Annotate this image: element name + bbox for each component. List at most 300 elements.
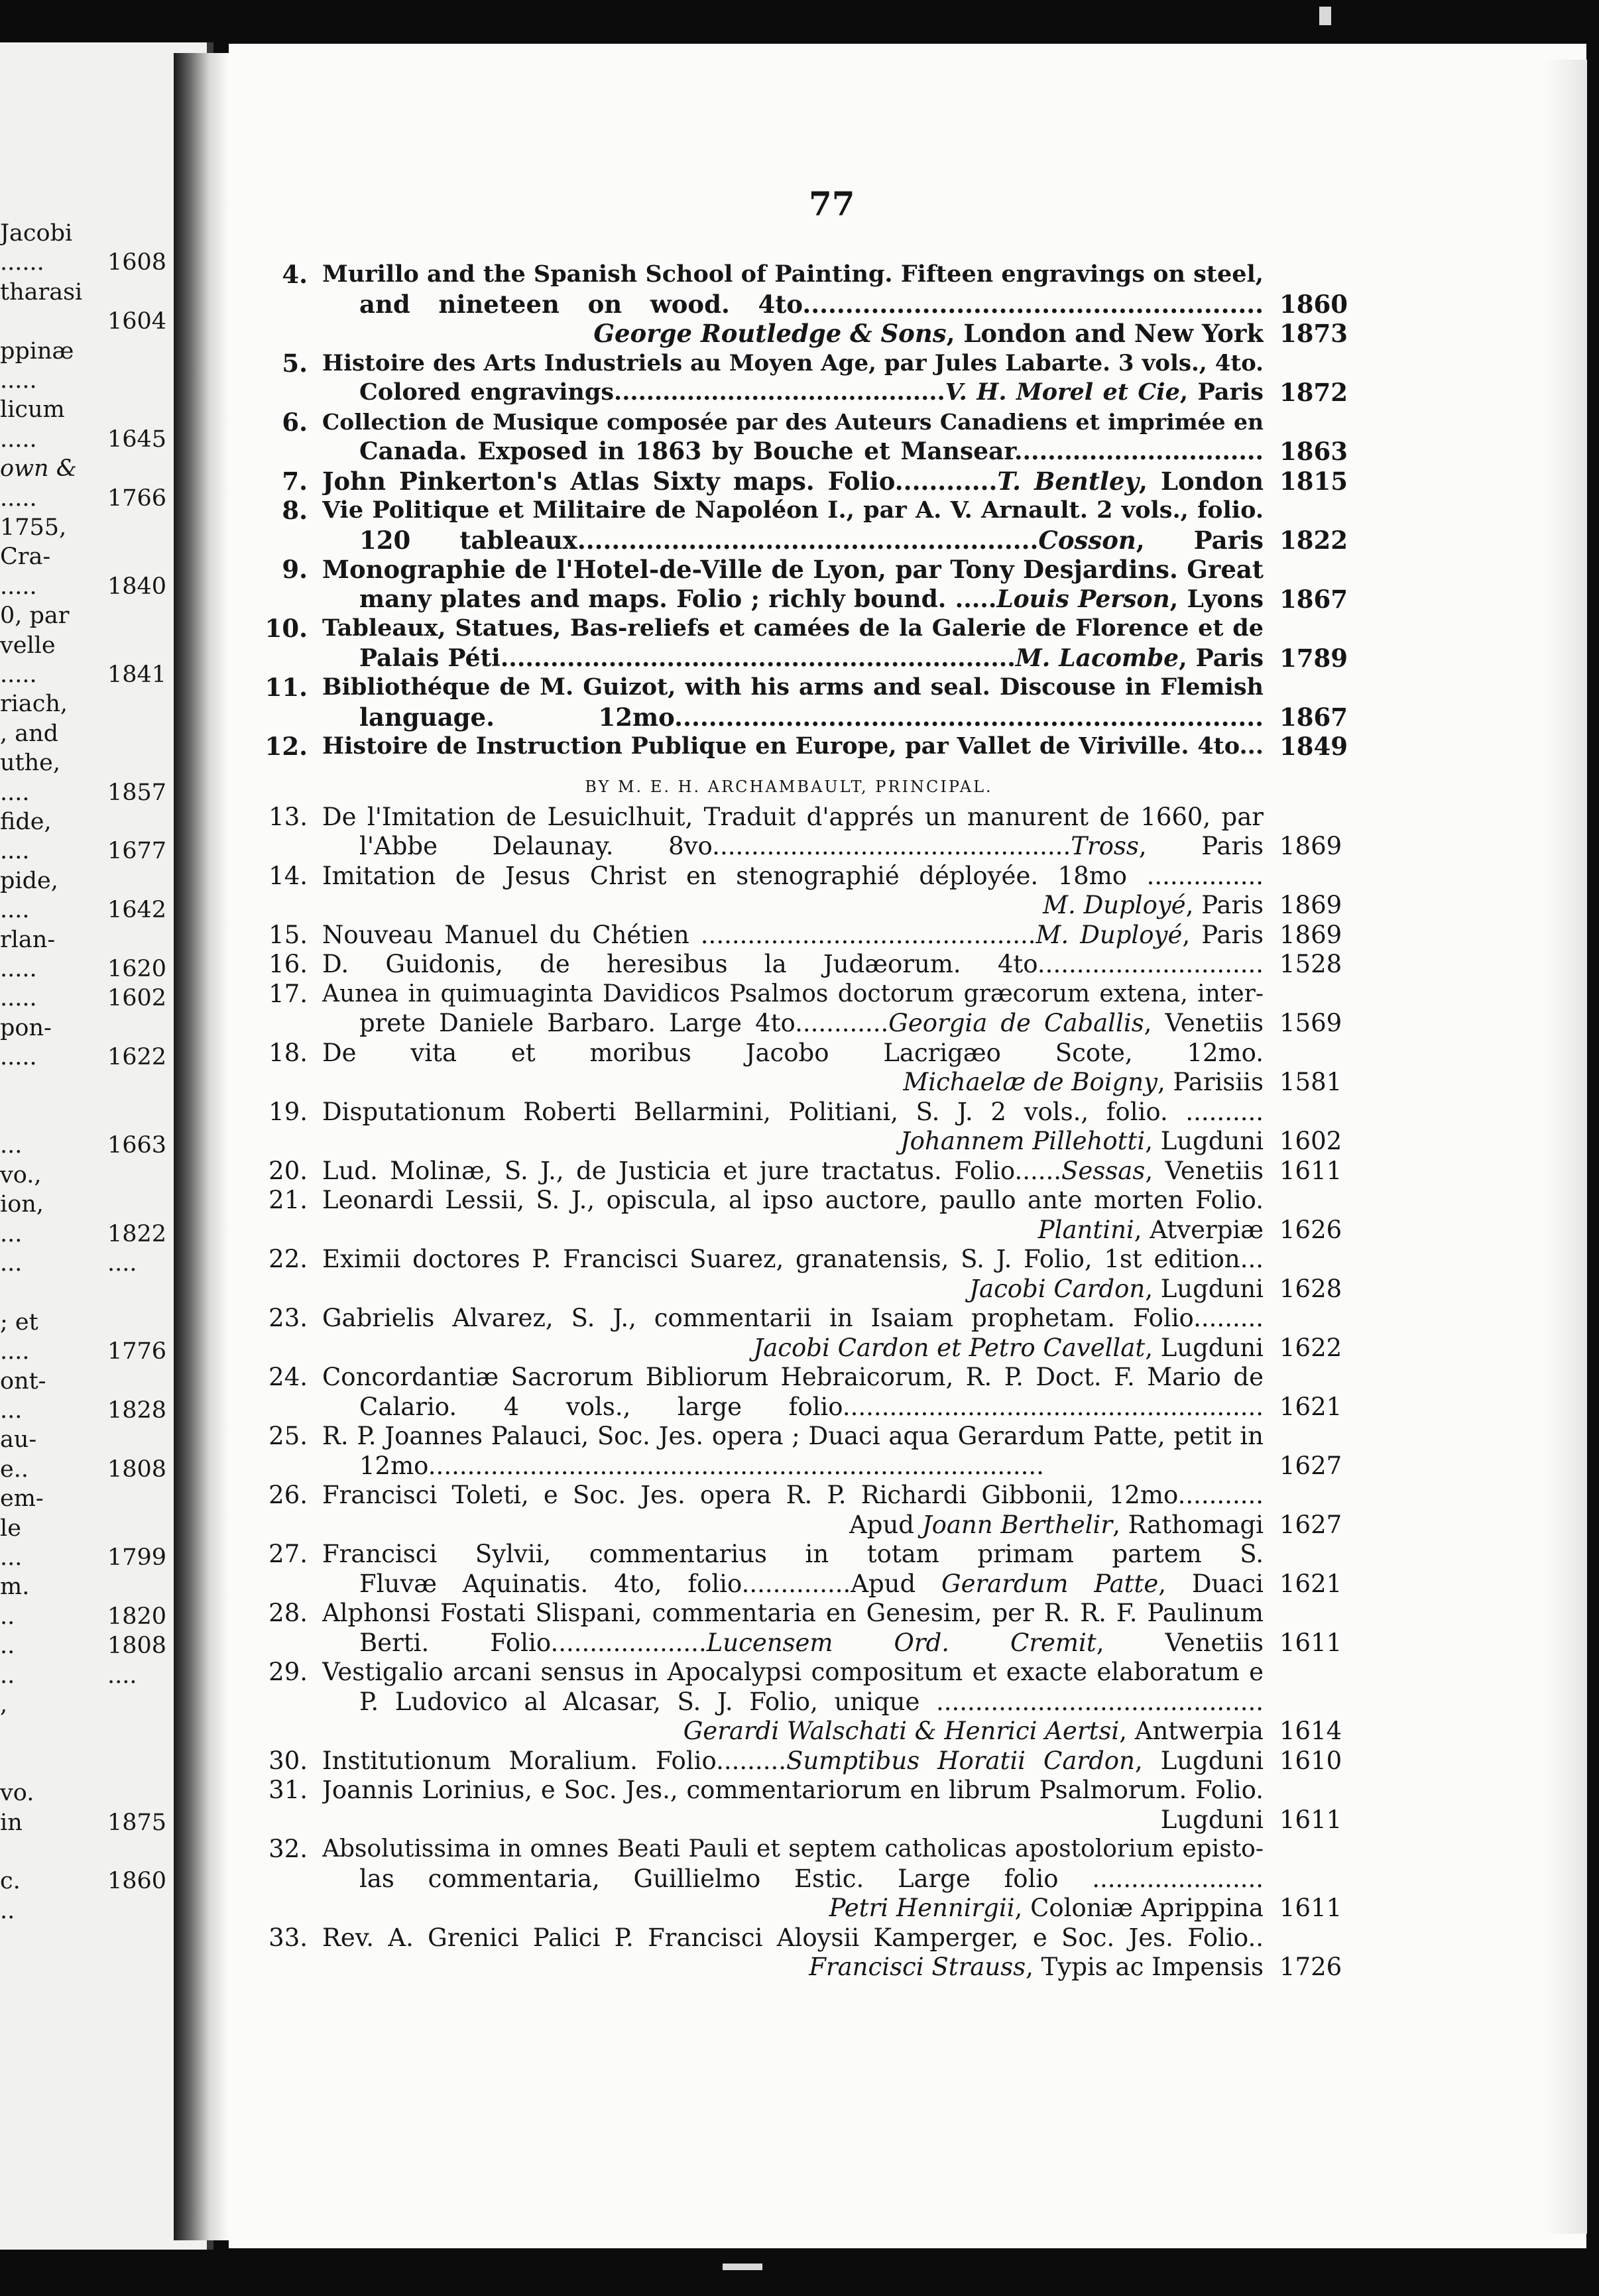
facing-page-line <box>0 542 195 571</box>
entry-text <box>322 260 1264 289</box>
publisher-place: , Paris <box>1136 525 1264 555</box>
facing-page-line <box>0 1425 195 1454</box>
entry-title-text: John Pinkerton's Atlas Sixty maps. Folio............ <box>322 466 998 496</box>
catalog-entry <box>259 1422 1342 1481</box>
entry-title-text: Alphonsi Fostati Slispani, commentaria en Genesim, per R. R. F. Paulinum <box>322 1599 1264 1627</box>
entry-line <box>259 832 1342 861</box>
entry-line <box>259 1894 1342 1923</box>
facing-page-year: 1620 <box>107 956 167 982</box>
facing-page-year: 1840 <box>107 573 167 600</box>
publisher-name: Gerardum Patte <box>941 1569 1159 1598</box>
entry-line <box>259 319 1348 348</box>
publisher-place: , Lyons <box>1169 585 1264 613</box>
entry-text <box>322 1835 1264 1864</box>
entry-title-text: Calario. 4 vols., large folio...................................................... <box>359 1392 1264 1421</box>
facing-page-line <box>0 1278 195 1307</box>
entry-line <box>259 702 1348 732</box>
entry-title-text: Rev. A. Grenici Palici P. Francisci Aloysii Kamperger, e Soc. Jes. Folio.. <box>322 1923 1264 1952</box>
catalog-entry <box>259 673 1348 732</box>
publisher-place: , Venetiis <box>1145 1156 1264 1185</box>
facing-page-year: 1604 <box>107 308 167 335</box>
entry-number: 21. <box>268 1186 308 1214</box>
entry-line <box>259 1422 1319 1451</box>
entry-number: 20. <box>268 1156 308 1185</box>
entry-title-text: Gabrielis Alvarez, S. J., commentarii in Isaiam prophetam. Folio......... <box>322 1304 1264 1332</box>
facing-page-line <box>0 1013 195 1043</box>
facing-page-line <box>0 836 195 866</box>
facing-page-text: c. <box>0 1868 21 1895</box>
facing-page-line <box>0 395 195 424</box>
publisher-place: , Lugduni <box>1145 1333 1264 1362</box>
entry-title-text: Fluvæ Aquinatis. 4to, folio.............. <box>359 1569 851 1598</box>
facing-page-year: 1860 <box>107 1868 167 1895</box>
entry-text <box>359 1068 1264 1097</box>
facing-page-line <box>0 1543 195 1572</box>
entry-line <box>259 555 1319 584</box>
facing-page-text: ; et <box>0 1308 38 1336</box>
entry-text <box>322 1304 1264 1333</box>
entry-text <box>322 1098 1264 1127</box>
facing-page-text: em- <box>0 1485 44 1513</box>
publisher-place: , Parisiis <box>1157 1068 1264 1096</box>
catalog-entry <box>259 555 1348 614</box>
facing-page-text: ..... <box>0 426 37 453</box>
entry-line <box>259 1392 1342 1422</box>
entry-text <box>322 1923 1264 1953</box>
entry-line <box>259 614 1319 643</box>
facing-page-year: 1875 <box>107 1809 167 1836</box>
entry-line <box>259 1746 1342 1776</box>
facing-page-text: .. <box>0 1662 15 1689</box>
catalog-entry <box>259 1186 1342 1245</box>
publisher-name: Petri Hennirgii <box>829 1894 1015 1922</box>
publisher-place: , Venetiis <box>1096 1628 1264 1657</box>
catalog-entry <box>259 1156 1342 1186</box>
entry-line <box>259 1098 1319 1127</box>
entry-number: 33. <box>268 1923 308 1952</box>
facing-page-line <box>0 1131 195 1160</box>
catalog-entry <box>259 950 1342 980</box>
facing-page-year: 1608 <box>107 249 167 276</box>
entry-title-text: Aunea in quimuaginta Davidicos Psalmos doctorum græcorum extena, inter- <box>322 980 1264 1007</box>
facing-page-line <box>0 248 195 277</box>
entry-line <box>259 584 1348 614</box>
catalog-entry <box>259 1245 1342 1304</box>
entry-number: 18. <box>268 1038 308 1067</box>
entry-text <box>359 378 1264 407</box>
entry-line <box>259 950 1342 979</box>
publisher-name: T. Bentley <box>997 466 1140 496</box>
facing-page-line <box>0 1249 195 1278</box>
catalog-entry <box>259 861 1342 921</box>
facing-page-line <box>0 1072 195 1102</box>
facing-page-text: au- <box>0 1426 37 1454</box>
entry-text <box>359 1688 1264 1717</box>
entry-text <box>359 1393 1264 1422</box>
facing-page-line <box>0 1484 195 1513</box>
entry-line <box>259 1186 1319 1215</box>
facing-page-text: ...... <box>0 249 44 276</box>
entry-text <box>322 467 1264 496</box>
facing-page-line <box>0 1661 195 1690</box>
facing-page-text: ..... <box>0 367 37 394</box>
facing-page-line <box>0 1396 195 1425</box>
publisher-place: , Paris <box>1185 891 1264 919</box>
entry-year: 1860 <box>1279 289 1348 319</box>
entry-title-text: Joannis Lorinius, e Soc. Jes., commentariorum en librum Psalmorum. Folio. <box>322 1776 1264 1804</box>
facing-page-line <box>0 689 195 718</box>
facing-page-line <box>0 1837 195 1866</box>
facing-page-line <box>0 954 195 984</box>
facing-page-year: 1799 <box>107 1544 167 1571</box>
facing-page-text: tharasi <box>0 278 83 306</box>
page-edge-shadow <box>1545 60 1587 2234</box>
facing-page-year: 1677 <box>107 838 167 865</box>
catalog-entry <box>259 920 1342 950</box>
entry-number: 4. <box>282 260 308 289</box>
facing-page-line <box>0 1161 195 1190</box>
catalog-entry <box>259 1038 1342 1098</box>
entry-title-text: Histoire de Instruction Publique en Europe, par Vallet de Viriville. 4to... <box>322 732 1264 760</box>
facing-page-line <box>0 660 195 689</box>
entry-text <box>322 673 1264 702</box>
entry-text <box>359 1894 1264 1923</box>
entry-line <box>259 1540 1319 1569</box>
entry-line <box>259 496 1319 525</box>
entry-title-text: l'Abbe Delaunay. 8vo.............................................. <box>359 832 1071 860</box>
entry-text <box>322 921 1264 950</box>
entry-line <box>259 1127 1342 1156</box>
facing-page-text: ... <box>0 1397 23 1424</box>
entry-number: 32. <box>268 1835 308 1863</box>
entry-title-text: Murillo and the Spanish School of Painting. Fifteen engravings on steel, <box>322 260 1264 288</box>
facing-page-text: , <box>0 1692 8 1718</box>
facing-page-text: .. <box>0 1633 15 1660</box>
facing-page-line <box>0 1043 195 1072</box>
facing-page-line <box>0 601 195 630</box>
entry-line <box>259 1510 1342 1540</box>
facing-page-year: 1645 <box>107 426 167 453</box>
publisher-place: , Duaci <box>1158 1569 1264 1598</box>
entry-number: 9. <box>282 555 308 584</box>
entry-number: 19. <box>268 1097 308 1126</box>
entry-line <box>259 1569 1342 1599</box>
entry-text <box>322 1658 1264 1687</box>
entry-year: 1611 <box>1279 1628 1342 1657</box>
entry-line <box>259 1599 1319 1628</box>
facing-page-year: 1766 <box>107 485 167 512</box>
entry-year: 1822 <box>1279 525 1348 555</box>
entry-number: 12. <box>265 732 308 761</box>
entry-text <box>359 526 1264 555</box>
entry-text <box>322 1599 1264 1628</box>
catalog-entry <box>259 1599 1342 1658</box>
publisher-name: M. Lacombe <box>1015 644 1179 672</box>
facing-page-line <box>0 1690 195 1719</box>
catalog-entry <box>259 1363 1342 1422</box>
publisher-name: V. H. Morel et Cie <box>945 378 1180 406</box>
entry-year: 1872 <box>1279 378 1348 407</box>
entry-number: 11. <box>265 673 308 702</box>
facing-page-text: 1755, <box>0 514 67 541</box>
entry-text <box>359 1009 1264 1038</box>
catalog-entry <box>259 1746 1342 1776</box>
entry-line <box>259 1953 1342 1982</box>
publisher-place: , Lugduni <box>1134 1746 1264 1775</box>
entry-year: 1726 <box>1279 1953 1342 1981</box>
catalog-entry <box>259 732 1348 762</box>
facing-page-text: .. <box>0 1897 15 1924</box>
entry-line <box>259 803 1319 832</box>
entry-text <box>322 1422 1264 1451</box>
entry-number: 8. <box>282 496 308 525</box>
entry-text <box>359 1452 1264 1481</box>
publisher-name: M. Duployé <box>1043 891 1186 919</box>
entry-text <box>359 1629 1264 1658</box>
entry-title-text: De vita et moribus Jacobo Lacrigæo Scote, 12mo. <box>322 1038 1264 1067</box>
entry-year: 1815 <box>1279 466 1348 496</box>
publisher-name: Francisci Strauss <box>809 1953 1026 1981</box>
entry-text <box>322 349 1264 378</box>
publisher-place: , Paris <box>1138 832 1264 860</box>
entry-line <box>259 1068 1342 1097</box>
facing-page-text: .... <box>0 897 30 924</box>
entry-year: 1614 <box>1279 1717 1342 1745</box>
facing-page-line <box>0 1631 195 1660</box>
entry-title-text: Canada. Exposed in 1863 by Bouche et Mansear.............................. <box>359 437 1264 465</box>
publisher-place: , Typis ac Impensis <box>1026 1953 1264 1981</box>
entry-title-text: Leonardi Lessii, S. J., opiscula, al ipso auctore, paullo ante morten Folio. <box>322 1186 1264 1214</box>
publisher-name: Plantini <box>1037 1215 1134 1244</box>
facing-page-year: 1820 <box>107 1603 167 1630</box>
catalog-entry <box>259 1481 1342 1540</box>
facing-page-text: Cra- <box>0 544 51 571</box>
facing-page-line <box>0 1896 195 1925</box>
entry-text <box>359 290 1264 319</box>
facing-page-line <box>0 984 195 1013</box>
facing-page-line <box>0 1808 195 1837</box>
entry-title-text: prete Daniele Barbaro. Large 4to............ <box>359 1009 889 1037</box>
publisher-place: , Rathomagi <box>1112 1510 1264 1539</box>
entry-text <box>322 1363 1264 1392</box>
entry-text <box>359 891 1264 920</box>
entry-number: 15. <box>268 920 308 949</box>
entry-title-text: De l'Imitation de Lesuiclhuit, Traduit d'apprés un manurent de 1660, par <box>322 802 1264 831</box>
entry-line <box>259 862 1319 891</box>
entry-year: 1873 <box>1279 319 1348 348</box>
facing-page-line <box>0 307 195 336</box>
entry-title-text: P. Ludovico al Alcasar, S. J. Folio, unique .......................................... <box>359 1687 1264 1716</box>
entry-text <box>322 1157 1264 1186</box>
entry-year: 1569 <box>1279 1009 1342 1037</box>
facing-page-year: 1808 <box>107 1456 167 1483</box>
entry-title-text: Francisci Toleti, e Soc. Jes. opera R. P. Richardi Gibbonii, 12mo........... <box>322 1481 1264 1509</box>
catalog-entry <box>259 1658 1342 1747</box>
publisher-name: Jacobi Cardon et Petro Cavellat <box>753 1333 1146 1362</box>
entry-text <box>322 732 1264 761</box>
facing-page-year: 1841 <box>107 661 167 688</box>
publisher-place: , Paris <box>1179 644 1264 672</box>
facing-page-year: 1822 <box>107 1220 167 1247</box>
publisher-place: , Paris <box>1182 920 1264 949</box>
facing-page-line <box>0 454 195 483</box>
entry-number: 17. <box>268 979 308 1008</box>
publisher-name: Gerardi Walschati & Henrici Aertsi <box>683 1717 1120 1745</box>
entry-number: 29. <box>268 1658 308 1686</box>
entry-line <box>259 525 1348 555</box>
entry-title-text: Francisci Sylvii, commentarius in totam primam partem S. <box>322 1540 1264 1568</box>
entry-line <box>259 1865 1319 1894</box>
entry-text <box>322 1481 1264 1510</box>
entry-year: 1869 <box>1279 920 1342 949</box>
entry-number: 25. <box>268 1422 308 1450</box>
facing-page-line <box>0 895 195 925</box>
entry-text <box>322 803 1264 832</box>
facing-page-text: .... <box>0 838 30 865</box>
entry-text <box>359 1216 1264 1245</box>
facing-page-line <box>0 1778 195 1808</box>
entry-title-text: Disputationum Roberti Bellarmini, Politiani, S. J. 2 vols., folio. .......... <box>322 1097 1264 1126</box>
entry-title-text: Concordantiæ Sacrorum Bibliorum Hebraicorum, R. P. Doct. F. Mario de <box>322 1363 1264 1391</box>
entry-title-text: and nineteen on wood. 4to...................................................... <box>359 289 1264 319</box>
scan-speck <box>1319 7 1331 25</box>
entry-text <box>322 1747 1264 1776</box>
catalog-entry <box>259 260 1348 349</box>
entry-title-text: Absolutissima in omnes Beati Pauli et septem catholicas apostolorium episto- <box>322 1835 1264 1863</box>
facing-page-text: vo., <box>0 1161 42 1188</box>
facing-page-line <box>0 513 195 542</box>
publisher-prefix: Apud <box>849 1510 922 1539</box>
entry-title-text: Bibliothéque de M. Guizot, with his arms and seal. Discouse in Flemish <box>322 673 1264 701</box>
publisher-name: Johannem Pillehotti <box>900 1127 1146 1155</box>
entry-title-text: Vestigalio arcani sensus in Apocalypsi compositum et exacte elaboratum e <box>322 1658 1264 1686</box>
entry-text <box>359 832 1264 861</box>
entry-title-text: 12mo............................................................................... <box>359 1451 1044 1480</box>
entry-year: 1621 <box>1279 1392 1342 1421</box>
entry-text <box>359 585 1264 614</box>
entry-title-text: Collection de Musique composée par des Auteurs Canadiens et imprimée en <box>322 408 1264 435</box>
publisher-place: , Lugduni <box>1145 1274 1264 1303</box>
facing-page-text: ... <box>0 1250 23 1277</box>
facing-page-year: 1828 <box>107 1397 167 1424</box>
catalog-entry <box>259 1540 1342 1599</box>
facing-page-text: velle <box>0 632 56 659</box>
publisher-name: Michaelæ de Boigny <box>903 1068 1158 1096</box>
entry-line <box>259 437 1348 466</box>
entry-text <box>359 319 1264 348</box>
facing-page-text: ..... <box>0 956 37 982</box>
publisher-name: Sumptibus Horatii Cardon <box>786 1746 1135 1775</box>
facing-page-text: .... <box>0 1338 30 1365</box>
facing-page-text: Jacobi <box>0 220 73 247</box>
entry-number: 7. <box>282 466 308 496</box>
scan-speck <box>723 2264 762 2270</box>
facing-page-line <box>0 484 195 513</box>
facing-page-line <box>0 1602 195 1631</box>
publisher-place: , Paris <box>1179 378 1264 406</box>
catalog-entry <box>259 1304 1342 1363</box>
entry-number: 28. <box>268 1599 308 1627</box>
entry-line <box>259 1835 1319 1864</box>
entry-line <box>259 980 1319 1009</box>
entry-year: 1627 <box>1279 1451 1342 1480</box>
catalog-entry <box>259 348 1348 408</box>
publisher-prefix: Apud <box>851 1569 942 1598</box>
entry-text <box>322 980 1264 1009</box>
entry-title-text: Palais Péti.............................................................. <box>359 644 1016 672</box>
entry-number: 23. <box>268 1304 308 1332</box>
entry-title-text: R. P. Joannes Palauci, Soc. Jes. opera ; Duaci aqua Gerardum Patte, petit in <box>322 1422 1264 1450</box>
facing-page-line <box>0 719 195 748</box>
entry-year: 1628 <box>1279 1274 1342 1303</box>
publisher-name: Cosson <box>1038 525 1136 555</box>
entry-line <box>259 1363 1319 1392</box>
page-number: 77 <box>809 184 855 223</box>
entry-line <box>259 643 1348 673</box>
facing-page-text: ..... <box>0 1044 37 1071</box>
entry-text <box>322 862 1264 891</box>
publisher-name: Lucensem Ord. Cremit <box>706 1628 1096 1657</box>
entry-title-text: Institutionum Moralium. Folio......... <box>322 1746 786 1775</box>
entry-line <box>259 1274 1342 1304</box>
publisher-name: George Routledge & Sons <box>593 319 947 348</box>
entry-year: 1611 <box>1279 1805 1342 1834</box>
entry-year: 1528 <box>1279 950 1342 978</box>
facing-page-year: .... <box>107 1250 137 1277</box>
facing-page-line <box>0 1308 195 1337</box>
entry-text <box>359 1717 1264 1746</box>
entry-number: 16. <box>268 950 308 978</box>
facing-page-text: ion, <box>0 1191 44 1218</box>
facing-page-text: le <box>0 1515 21 1542</box>
entry-line <box>259 349 1319 378</box>
facing-page-line <box>0 1337 195 1366</box>
facing-page-line <box>0 925 195 954</box>
entry-line <box>259 920 1342 950</box>
entry-line <box>259 1009 1342 1038</box>
facing-page-text: ont- <box>0 1367 46 1395</box>
entry-line <box>259 1923 1319 1953</box>
facing-page-text: uthe, <box>0 750 60 777</box>
entry-title-text: Imitation de Jesus Christ en stenographié déployée. 18mo ............... <box>322 861 1264 890</box>
facing-page-text: , and <box>0 720 59 747</box>
entry-title-text: Monographie de l'Hotel-de-Ville de Lyon, par Tony Desjardins. Great <box>322 555 1264 584</box>
entry-title-text: D. Guidonis, de heresibus la Judæorum. 4to............................. <box>322 950 1264 978</box>
entry-text <box>359 1570 1264 1599</box>
entry-number: 22. <box>268 1245 308 1273</box>
entry-text <box>359 703 1264 732</box>
facing-page-text: ..... <box>0 573 37 600</box>
entry-line <box>259 260 1319 289</box>
facing-page-line <box>0 1866 195 1896</box>
entry-line <box>259 408 1319 437</box>
entry-line <box>259 673 1319 702</box>
facing-page-line <box>0 1719 195 1749</box>
publisher-place: , Antwerpia <box>1119 1717 1264 1745</box>
facing-page-text: fide, <box>0 809 52 835</box>
facing-page-year: 1622 <box>107 1044 167 1071</box>
facing-page-line <box>0 1367 195 1396</box>
facing-page-text: in <box>0 1809 23 1836</box>
facing-page-text: vo. <box>0 1780 34 1807</box>
entry-line <box>259 1451 1342 1481</box>
entry-year: 1627 <box>1279 1510 1342 1539</box>
entry-text <box>322 1540 1264 1569</box>
publisher-place: , Lugduni <box>1145 1127 1264 1155</box>
facing-page-line <box>0 1102 195 1131</box>
catalog-entry <box>259 1097 1342 1157</box>
entry-year: 1849 <box>1279 732 1348 761</box>
